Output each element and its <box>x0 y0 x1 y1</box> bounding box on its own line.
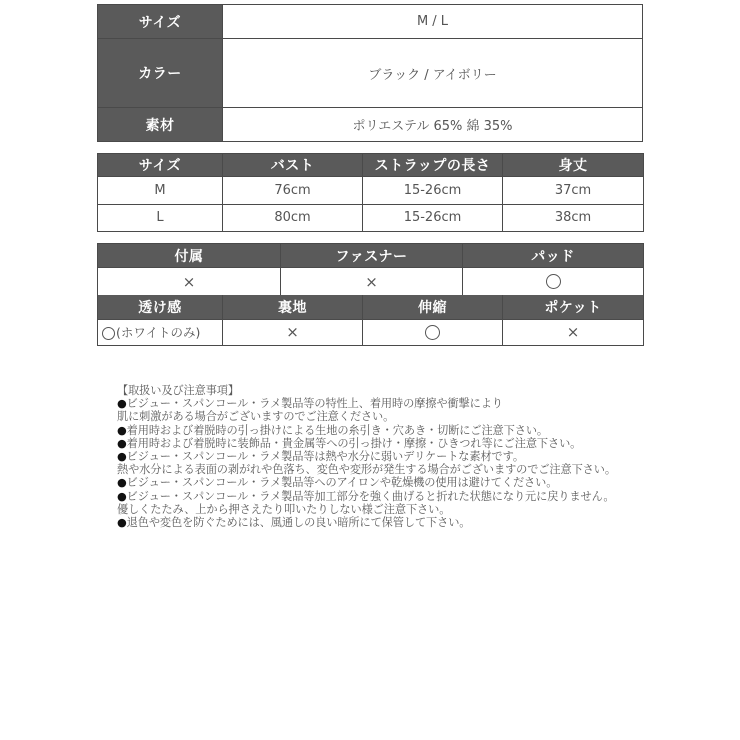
cross-mark-icon: × <box>566 323 580 341</box>
features-header-pad: パッド <box>463 244 644 268</box>
size-chart-cell: 37cm <box>503 177 644 205</box>
basic-info-label-size: サイズ <box>98 5 223 39</box>
size-chart-cell: 15-26cm <box>363 177 503 205</box>
care-note-line: ●ビジュー・スパンコール・ラメ製品等は熱や水分に弱いデリケートな素材です。 <box>117 450 524 464</box>
size-chart-cell: 38cm <box>503 204 644 232</box>
circle-mark-icon <box>546 274 561 289</box>
bullet-icon: ● <box>117 436 127 450</box>
care-note-line: ●着用時および着脱時に装飾品・貴金属等への引っ掛け・摩擦・ひきつれ等にご注意下さい。 <box>117 436 582 450</box>
basic-info-label-material: 素材 <box>98 108 223 142</box>
features-header-accessories: 付属 <box>98 244 281 268</box>
care-note-line: 熱や水分による表面の剥がれや色落ち、変色や変形が発生する場合がございますのでご注意下さい。 <box>117 463 616 477</box>
care-note-line: ●ビジュー・スパンコール・ラメ製品等加工部分を強く曲げると折れた状態になり元に戻りません。 <box>117 489 615 503</box>
size-chart-cell: 80cm <box>223 204 363 232</box>
basic-info-value-material: ポリエステル 65% 綿 35% <box>223 108 643 142</box>
features-2-header-row <box>98 295 644 319</box>
size-chart-table <box>97 153 644 232</box>
basic-info-label-color: カラー <box>98 39 223 108</box>
features-header-zipper: ファスナー <box>281 244 463 268</box>
sheerness-value <box>98 319 223 345</box>
care-notes-title: 【取扱い及び注意事項】 <box>117 384 239 397</box>
circle-mark-icon <box>102 327 115 340</box>
circle-mark-icon <box>425 325 440 340</box>
size-chart-cell: L <box>98 204 223 232</box>
basic-info-value-color: ブラック / アイボリー <box>223 39 643 108</box>
size-chart-cell: 76cm <box>223 177 363 205</box>
basic-info-value-size: M / L <box>223 5 643 39</box>
care-note-line: 肌に刺激がある場合がございますのでご注意ください。 <box>117 410 395 424</box>
care-note-line: ●退色や変色を防ぐためには、風通しの良い暗所にて保管して下さい。 <box>117 516 471 530</box>
features-2-value-row <box>98 319 644 345</box>
size-chart-row-m <box>98 177 644 205</box>
size-chart-header-strap-length: ストラップの長さ <box>363 154 503 177</box>
bullet-icon: ● <box>117 423 127 437</box>
size-chart-cell: M <box>98 177 223 205</box>
size-chart-header-size: サイズ <box>98 154 223 177</box>
bullet-icon: ● <box>117 516 127 530</box>
bullet-icon: ● <box>117 476 127 490</box>
size-chart-header-body-length: 身丈 <box>503 154 644 177</box>
features-1-value-row <box>98 268 644 296</box>
bullet-icon: ● <box>117 397 127 411</box>
cross-mark-icon: × <box>286 323 299 341</box>
cross-mark-icon: × <box>182 272 196 291</box>
basic-info-row-material <box>98 108 643 142</box>
features-1-header-row <box>98 244 644 268</box>
bullet-icon: ● <box>117 450 127 464</box>
features-header-sheerness: 透け感 <box>98 295 223 319</box>
bullet-icon: ● <box>117 489 127 503</box>
basic-info-table <box>97 4 643 142</box>
size-chart-cell: 15-26cm <box>363 204 503 232</box>
basic-info-row-size <box>98 5 643 39</box>
features-header-pocket: ポケット <box>503 295 644 319</box>
cross-mark-icon: × <box>365 272 378 291</box>
care-notes <box>117 384 637 529</box>
features-table-1 <box>97 243 644 296</box>
size-chart-row-l <box>98 204 644 232</box>
size-chart-header-row <box>98 154 644 177</box>
features-header-stretch: 伸縮 <box>363 295 503 319</box>
features-table-2 <box>97 295 644 346</box>
sheerness-note: (ホワイトのみ) <box>116 325 201 340</box>
care-note-line: ●着用時および着脱時の引っ掛けによる生地の糸引き・穴あき・切断にご注意下さい。 <box>117 423 548 437</box>
features-header-lining: 裏地 <box>223 295 363 319</box>
basic-info-row-color <box>98 39 643 108</box>
care-note-line: 優しくたたみ、上から押さえたり叩いたりしない様ご注意下さい。 <box>117 502 451 516</box>
size-chart-header-bust: バスト <box>223 154 363 177</box>
care-note-line: ●ビジュー・スパンコール・ラメ製品等の特性上、着用時の摩擦や衝撃により <box>117 397 503 411</box>
care-note-line: ●ビジュー・スパンコール・ラメ製品等へのアイロンや乾燥機の使用は避けてください。 <box>117 476 558 490</box>
